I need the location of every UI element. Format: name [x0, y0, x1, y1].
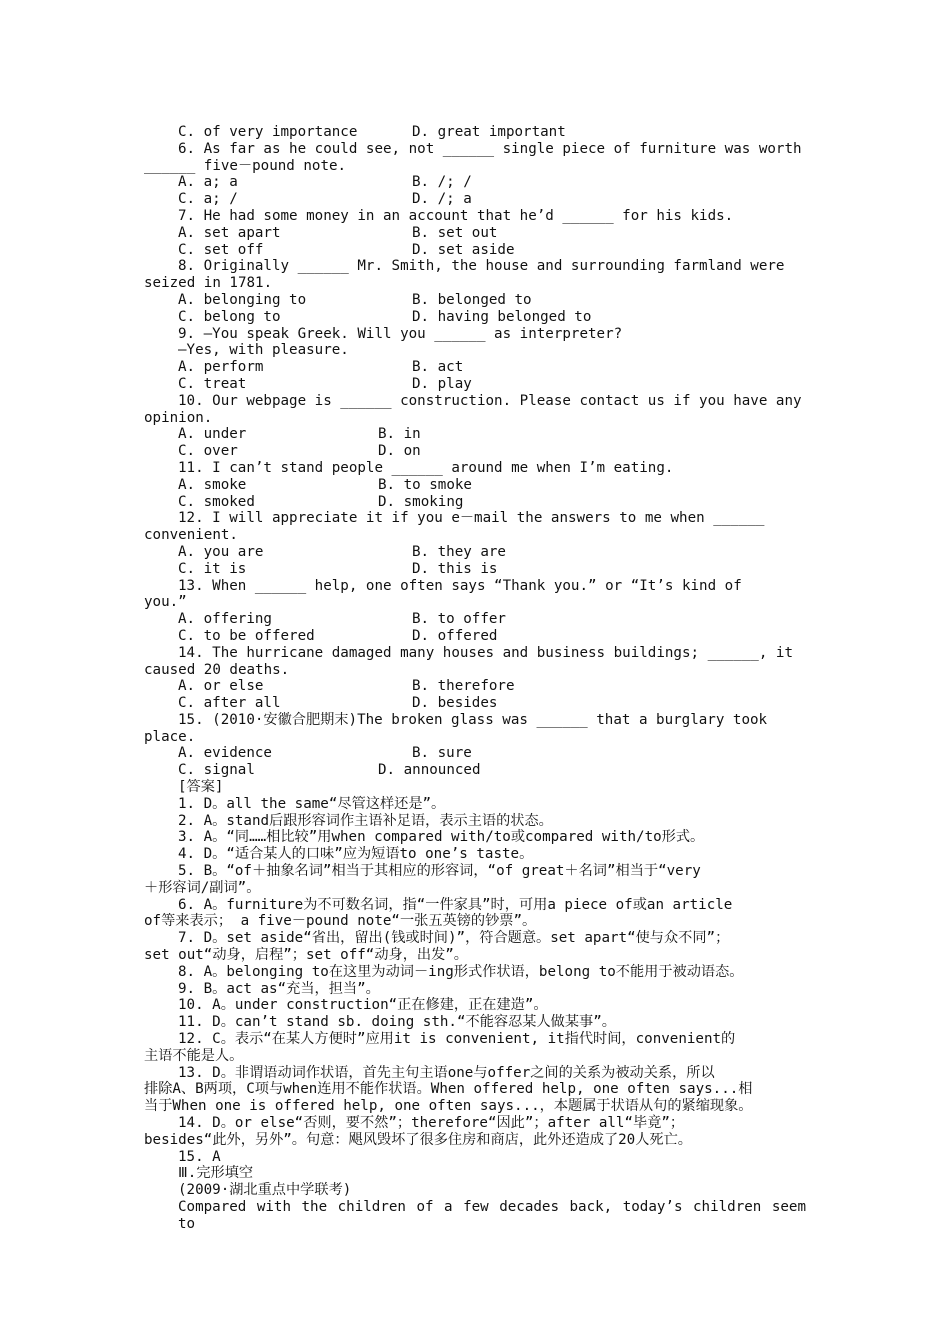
- q13-options-cd: [144, 628, 806, 645]
- question-11-stem: 11. I can’t stand people ______ around me when I’m eating.: [178, 459, 674, 476]
- answer-6-continuation: of等来表示； a five－pound note“一张五英镑的钞票”。: [144, 913, 537, 930]
- document-page: [144, 124, 815, 1233]
- question-10-continuation: opinion.: [144, 409, 213, 426]
- q12-options-ab: [144, 544, 806, 561]
- option-a: A. under: [178, 426, 247, 443]
- option-c: C. a; /: [178, 191, 238, 208]
- option-d: D. smoking: [378, 493, 464, 510]
- option-c: C. it is: [178, 560, 247, 577]
- answer-5: 5. B。“of＋抽象名词”相当于其相应的形容词，“of great＋名词”相当于“very: [178, 863, 701, 880]
- question-12-stem: 12. I will appreciate it if you e－mail the answers to me when ______: [178, 510, 765, 527]
- answer-9: 9. B。act as“充当，担当”。: [178, 980, 380, 997]
- option-d: D. /; a: [412, 191, 472, 208]
- answer-15: 15. A: [178, 1148, 221, 1165]
- q7-options-cd: [144, 242, 806, 259]
- option-d: D. announced: [378, 762, 481, 779]
- question-6-stem: 6. As far as he could see, not ______ single piece of furniture was worth: [178, 140, 802, 157]
- q10-options-cd: [144, 443, 806, 460]
- section-3-source: (2009·湖北重点中学联考): [178, 1182, 352, 1199]
- option-b: B. they are: [412, 543, 506, 560]
- q10-options-ab: [144, 426, 806, 443]
- option-d: D. besides: [412, 695, 498, 712]
- option-c: C. belong to: [178, 308, 281, 325]
- answer-2: 2. A。stand后跟形容词作主语补足语，表示主语的状态。: [178, 812, 553, 829]
- answer-13-continuation-2: 当于When one is offered help, one often says...，本题属于状语从句的紧缩现象。: [144, 1098, 753, 1115]
- option-a: A. a; a: [178, 174, 238, 191]
- option-a: A. or else: [178, 678, 264, 695]
- answer-14-continuation: besides“此外，另外”。句意：飓风毁坏了很多住房和商店，此外还造成了20人死亡。: [144, 1131, 692, 1148]
- option-d: D. on: [378, 443, 421, 460]
- q8-options-ab: [144, 292, 806, 309]
- option-d: D. this is: [412, 560, 498, 577]
- question-13-continuation: you.”: [144, 594, 187, 611]
- option-b: B. belonged to: [412, 291, 532, 308]
- q6-options-ab: [144, 174, 806, 191]
- option-a: A. offering: [178, 611, 272, 628]
- option-b: B. to offer: [412, 611, 506, 628]
- question-15-continuation: place.: [144, 728, 196, 745]
- answer-7: 7. D。set aside“省出，留出(钱或时间)”，符合题意。set apart“使与众不同”；: [178, 930, 730, 947]
- question-13-stem: 13. When ______ help, one often says “Thank you.” or “It’s kind of: [178, 577, 742, 594]
- option-b: B. in: [378, 426, 421, 443]
- answer-12-continuation: 主语不能是人。: [144, 1047, 244, 1064]
- q9-options-ab: [144, 359, 806, 376]
- q7-options-ab: [144, 225, 806, 242]
- option-c: C. signal: [178, 762, 255, 779]
- question-6-continuation: ______ five－pound note.: [144, 157, 347, 174]
- option-c: C. to be offered: [178, 627, 315, 644]
- option-b: B. sure: [412, 745, 472, 762]
- option-d: D. offered: [412, 627, 498, 644]
- option-c: C. of very importance: [178, 124, 358, 140]
- option-d: D. great important: [412, 124, 566, 140]
- option-d: D. having belonged to: [412, 308, 592, 325]
- question-8-continuation: seized in 1781.: [144, 275, 273, 292]
- answer-1: 1. D。all the same“尽管这样还是”。: [178, 795, 446, 812]
- option-c: C. set off: [178, 241, 264, 258]
- answer-7-continuation: set out“动身，启程”；set off“动身，出发”。: [144, 947, 468, 964]
- answer-8: 8. A。belonging to在这里为动词－ing形式作状语，belong to不能用于被动语态。: [178, 963, 744, 980]
- cloze-passage-text: Compared with the children of a few decades back, today’s children seem to: [178, 1199, 815, 1232]
- option-a: A. you are: [178, 543, 264, 560]
- answer-heading: [答案]: [178, 779, 224, 796]
- q8-options-cd: [144, 309, 806, 326]
- question-9-reply: —Yes, with pleasure.: [178, 342, 349, 359]
- answer-14: 14. D。or else“否则，要不然”；therefore“因此”；after all“毕竟”；: [178, 1115, 685, 1132]
- question-8-stem: 8. Originally ______ Mr. Smith, the house and surrounding farmland were: [178, 258, 785, 275]
- q12-options-cd: [144, 561, 806, 578]
- answer-13-continuation: 排除A、B两项，C项与when连用不能作状语。When offered help, one often says...相: [144, 1081, 753, 1098]
- q11-options-cd: [144, 494, 806, 511]
- q13-options-ab: [144, 611, 806, 628]
- answer-6: 6. A。furniture为不可数名词，指“一件家具”时，可用a piece of或an article: [178, 896, 733, 913]
- option-c: C. treat: [178, 375, 247, 392]
- answer-10: 10. A。under construction“正在修建，正在建造”。: [178, 997, 548, 1014]
- q11-options-ab: [144, 477, 806, 494]
- option-a: A. belonging to: [178, 291, 307, 308]
- question-12-continuation: convenient.: [144, 527, 238, 544]
- option-c: C. after all: [178, 695, 281, 712]
- q14-options-cd: [144, 695, 806, 712]
- option-b: B. /; /: [412, 174, 472, 191]
- answer-11: 11. D。can’t stand sb. doing sth.“不能容忍某人做某事”。: [178, 1014, 616, 1031]
- option-a: A. evidence: [178, 745, 272, 762]
- answer-3: 3. A。“同……相比较”用when compared with/to或compared with/to形式。: [178, 829, 705, 846]
- q5-options: [144, 124, 806, 141]
- option-c: C. over: [178, 443, 238, 460]
- question-9-stem: 9. —You speak Greek. Will you ______ as interpreter?: [178, 325, 623, 342]
- q15-options-ab: [144, 745, 806, 762]
- answer-12: 12. C。表示“在某人方便时”应用it is convenient, it指代时间，convenient的: [178, 1031, 736, 1048]
- question-14-stem: 14. The hurricane damaged many houses and business buildings; ______, it: [178, 644, 793, 661]
- option-b: B. therefore: [412, 678, 515, 695]
- answer-13: 13. D。非谓语动词作状语，首先主句主语one与offer之间的关系为被动关系，所以: [178, 1064, 715, 1081]
- option-d: D. set aside: [412, 241, 515, 258]
- question-10-stem: 10. Our webpage is ______ construction. Please contact us if you have any: [178, 392, 802, 409]
- question-15-stem: 15. (2010·安徽合肥期末)The broken glass was ______ that a burglary took: [178, 711, 768, 728]
- question-14-continuation: caused 20 deaths.: [144, 661, 290, 678]
- q14-options-ab: [144, 678, 806, 695]
- option-b: B. set out: [412, 224, 498, 241]
- option-c: C. smoked: [178, 493, 255, 510]
- answer-5-continuation: ＋形容词/副词”。: [144, 879, 261, 896]
- question-7-stem: 7. He had some money in an account that he’d ______ for his kids.: [178, 207, 734, 224]
- option-a: A. perform: [178, 359, 264, 376]
- option-a: A. set apart: [178, 224, 281, 241]
- q15-options-cd: [144, 762, 806, 779]
- q9-options-cd: [144, 376, 806, 393]
- option-b: B. act: [412, 359, 464, 376]
- option-b: B. to smoke: [378, 476, 472, 493]
- answer-4: 4. D。“适合某人的口味”应为短语to one’s taste。: [178, 846, 534, 863]
- option-a: A. smoke: [178, 476, 247, 493]
- option-d: D. play: [412, 375, 472, 392]
- section-3-title: Ⅲ.完形填空: [178, 1165, 254, 1182]
- q6-options-cd: [144, 191, 806, 208]
